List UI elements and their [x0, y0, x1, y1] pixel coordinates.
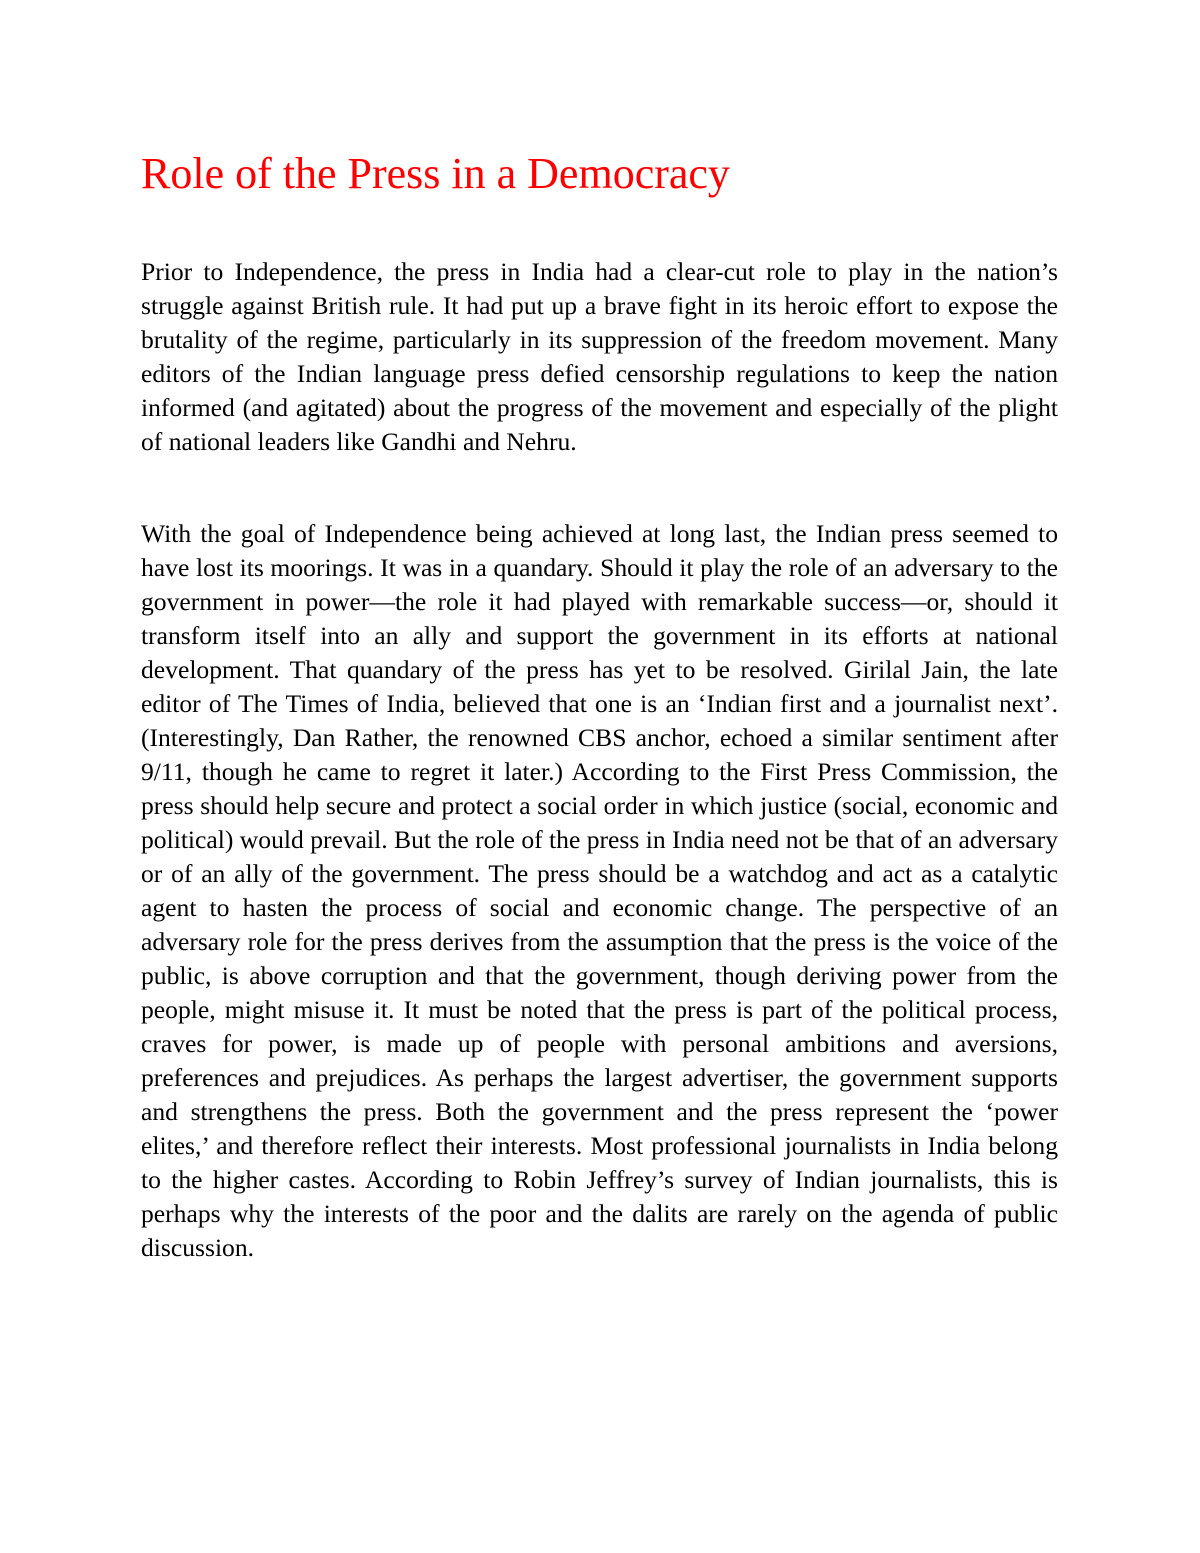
paragraph-pre-independence: Prior to Independence, the press in India had a clear-cut role to play in the nation’s struggle against British rule. It had put up a brave fight in its heroic effort to expose the brutality of the regime, particularly in its suppression of the freedom movement. Many editors of the Indian language press defied censorship regulations to keep the nation informed (and agitated) about the progress of the movement and especially of the plight of national leaders like Gandhi and Nehru.: [141, 257, 1058, 456]
page-title: Role of the Press in a Democracy: [141, 149, 730, 198]
paragraph-post-independence: With the goal of Independence being achieved at long last, the Indian press seemed to have lost its moorings. It was in a quandary. Should it play the role of an adversary to the government in power—the role it had played with remarkable success—or, should it transform itself into an ally and support the government in its efforts at national development. That quandary of the press has yet to be resolved. Girilal Jain, the late editor of The Times of India, believed that one is an ‘Indian first and a journalist next’. (Interestingly, Dan Rather, the renowned CBS anchor, echoed a similar sentiment after 9/11, though he came to regret it later.) According to the First Press Commission, the press should help secure and protect a social order in which justice (social, economic and political) would prevail. But the role of the press in India need not be that of an adversary or of an ally of the government. The press should be a watchdog and act as a catalytic agent to hasten the process of social and economic change. The perspective of an adversary role for the press derives from the assumption that the press is the voice of the public, is above corruption and that the government, though deriving power from the people, might misuse it. It must be noted that the press is part of the political process, craves for power, is made up of people with personal ambitions and aversions, preferences and prejudices. As perhaps the largest advertiser, the government supports and strengthens the press. Both the government and the press represent the ‘power elites,’ and therefore reflect their interests. Most professional journalists in India belong to the higher castes. According to Robin Jeffrey’s survey of Indian journalists, this is perhaps why the interests of the poor and the dalits are rarely on the agenda of public discussion.: [141, 519, 1058, 1262]
